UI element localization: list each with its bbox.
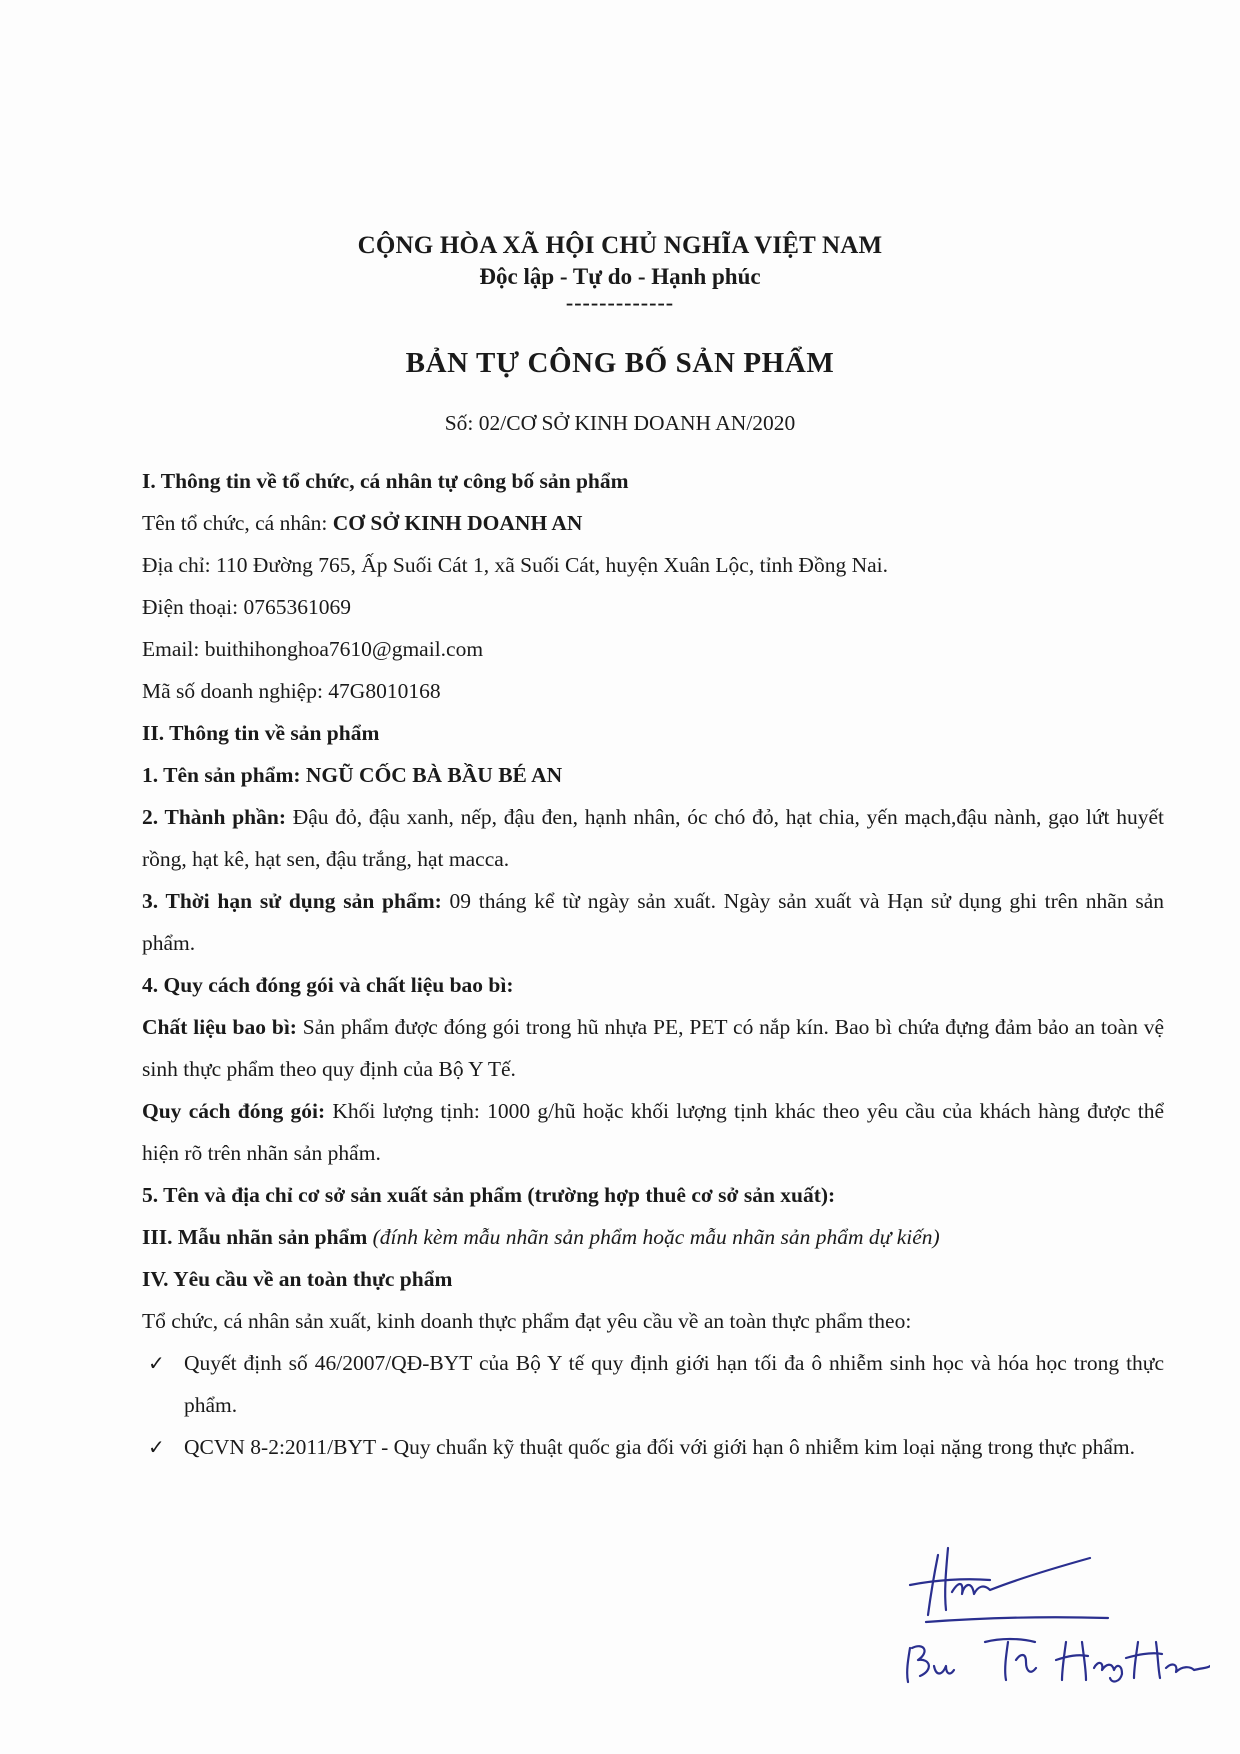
section-3-line — [142, 1216, 1164, 1258]
section-1-heading: I. Thông tin về tổ chức, cá nhân tự công bố sản phẩm — [142, 469, 629, 493]
section-4-intro: Tổ chức, cá nhân sản xuất, kinh doanh thực phẩm đạt yêu cầu về an toàn thực phẩm theo: — [142, 1309, 912, 1333]
ingredients-value: Đậu đỏ, đậu xanh, nếp, đậu đen, hạnh nhân, óc chó đỏ, hạt chia, yến mạch,đậu nành, gạo lứt huyết rồng, hạt kê, hạt sen, đậu trắng, hạt macca. — [142, 805, 1164, 871]
requirement-item-1 — [142, 1342, 1164, 1426]
email-line: Email: buithihonghoa7610@gmail.com — [142, 637, 484, 661]
ingredients-paragraph — [142, 796, 1164, 880]
address-line: Địa chỉ: 110 Đường 765, Ấp Suối Cát 1, xã Suối Cát, huyện Xuân Lộc, tỉnh Đồng Nai. — [142, 553, 888, 577]
pack-paragraph — [142, 1090, 1164, 1174]
packaging-heading: 4. Quy cách đóng gói và chất liệu bao bì: — [142, 973, 514, 997]
product-name-line: 1. Tên sản phẩm: NGŨ CỐC BÀ BẦU BÉ AN — [142, 763, 563, 787]
section-2-heading: II. Thông tin về sản phẩm — [142, 721, 380, 745]
material-paragraph — [142, 1006, 1164, 1090]
document-body — [142, 460, 1164, 1468]
phone-line: Điện thoại: 0765361069 — [142, 595, 352, 619]
section-4-heading: IV. Yêu cầu về an toàn thực phẩm — [142, 1267, 453, 1291]
checkmark-icon: ✓ — [148, 1351, 165, 1375]
shelf-life-value: 09 tháng kể từ ngày sản xuất. Ngày sản xuất và Hạn sử dụng ghi trên nhãn sản phẩm. — [142, 889, 1164, 955]
header-separator: ------------- — [565, 290, 675, 315]
section-3-note: (đính kèm mẫu nhãn sản phẩm hoặc mẫu nhãn sản phẩm dự kiến) — [367, 1225, 940, 1249]
ingredients-label: 2. Thành phần: — [142, 805, 286, 829]
org-name-line — [142, 502, 1164, 544]
document-title: BẢN TỰ CÔNG BỐ SẢN PHẨM — [405, 347, 835, 379]
checkmark-icon: ✓ — [148, 1435, 165, 1459]
material-label: Chất liệu bao bì: — [142, 1015, 297, 1039]
section-3-heading: III. Mẫu nhãn sản phẩm — [142, 1225, 368, 1249]
tax-code-line: Mã số doanh nghiệp: 47G8010168 — [142, 679, 441, 703]
shelf-life-label: 3. Thời hạn sử dụng sản phẩm: — [142, 889, 442, 913]
pack-label: Quy cách đóng gói: — [142, 1099, 326, 1123]
national-motto: Độc lập - Tự do - Hạnh phúc — [479, 264, 761, 289]
pack-value: Khối lượng tịnh: 1000 g/hũ hoặc khối lượng tịnh khác theo yêu cầu của khách hàng được thể hiện rõ trên nhãn sản phẩm. — [142, 1099, 1164, 1165]
material-value: Sản phẩm được đóng gói trong hũ nhựa PE, PET có nắp kín. Bao bì chứa đựng đảm bảo an toàn vệ sinh thực phẩm theo quy định của Bộ Y Tế. — [142, 1015, 1164, 1081]
document-number: Số: 02/CƠ SỞ KINH DOANH AN/2020 — [444, 411, 796, 435]
org-name-value: CƠ SỞ KINH DOANH AN — [332, 511, 583, 535]
requirement-text-2: QCVN 8-2:2011/BYT - Quy chuẩn kỹ thuật quốc gia đối với giới hạn ô nhiễm kim loại nặng trong thực phẩm. — [184, 1435, 1135, 1459]
manufacturer-line: 5. Tên và địa chỉ cơ sở sản xuất sản phẩm (trường hợp thuê cơ sở sản xuất): — [142, 1183, 836, 1207]
requirement-text-1: Quyết định số 46/2007/QĐ-BYT của Bộ Y tế quy định giới hạn tối đa ô nhiễm sinh học và hóa học trong thực phẩm. — [184, 1351, 1164, 1417]
shelf-life-paragraph — [142, 880, 1164, 964]
handwritten-signature — [890, 1530, 1210, 1690]
requirement-item-2 — [142, 1426, 1164, 1468]
org-name-label: Tên tổ chức, cá nhân: — [142, 511, 333, 535]
country-name: CỘNG HÒA XÃ HỘI CHỦ NGHĨA VIỆT NAM — [357, 232, 883, 259]
